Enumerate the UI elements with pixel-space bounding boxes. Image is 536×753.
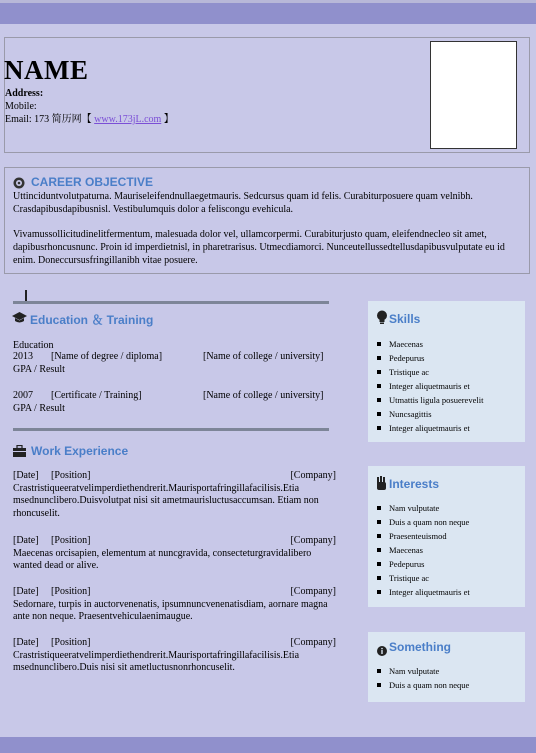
info-icon [377,643,387,661]
bottom-bar [0,737,536,753]
education-title: Education ＆ Training [30,313,154,327]
job-company: [Company] [290,535,336,546]
job-position: [Position] [51,586,91,597]
education-college: [Name of college / university] [203,390,324,401]
list-item: Integer aliquetmauris et [368,379,483,393]
list-item: Nuncsagittis [368,407,483,421]
top-bar [0,0,536,24]
list-item: Utmattis ligula posuerevelit [368,393,483,407]
job-entry [13,535,336,573]
list-item: Nam vulputate [368,664,469,678]
job-company: [Company] [290,470,336,481]
job-entry [13,637,336,675]
work-experience-title: Work Experience [31,444,129,458]
job-description: Crastristiqueeratvelimperdiethendrerit.Maurisportafringillafacilisis.Etia msednunclibero.Duisvolutpat nisi sit ametmaurisluctusaccumsan. Etiam non rhoncuselit. [13,482,319,519]
career-objective-title: CAREER OBJECTIVE [31,175,154,189]
interests-title: Interests [389,477,440,491]
email-suffix: 】 [163,114,174,125]
skills-list [368,337,483,435]
job-description: Crastristiqueeratvelimperdiethendrerit.Maurisportafringillafacilisis.Etia msednunclibero.Duis nisi sit ametluctusnonrhoncuselit. [13,649,300,673]
divider [13,301,329,304]
divider [13,428,329,431]
target-icon [13,176,25,188]
address-label: Address: [5,88,44,99]
education-college: [Name of college / university] [203,351,324,362]
job-company: [Company] [290,586,336,597]
career-paragraph-2: Vivamussollicitudinelitfermentum, malesuada dolor vel, ullamcorpermi. Curabiturjusto quam, eleifendnecleo sit amet, dapibusrhoncusnunc. Proin id imperdietnisl, in pharetrarisus. Utmecdiamorci. Nunceutellussedtellusdapibusvulputate eu id enim. Doneccursusfringillanibh vitae posuere. [13,229,505,266]
list-item: Praesenteuismod [368,529,470,543]
list-item: Integer aliquetmauris et [368,585,470,599]
education-year: 2013 [13,351,33,362]
skills-box [368,301,525,442]
graduation-cap-icon [12,311,27,323]
education-gpa: GPA / Result [13,403,65,414]
candidate-name: NAME [4,55,89,85]
photo-placeholder[interactable] [430,41,517,149]
mobile-label: Mobile: [5,101,37,112]
job-position: [Position] [51,470,91,481]
job-entry [13,586,336,624]
list-item: Pedepurus [368,351,483,365]
email-link[interactable]: www.173jL.com [94,114,162,125]
education-degree: [Name of degree / diploma] [51,351,163,362]
something-list [368,664,469,692]
briefcase-icon [13,444,26,456]
job-date: [Date] [13,470,39,481]
education-degree: [Certificate / Training] [51,390,142,401]
top-edge [0,0,536,3]
job-date: [Date] [13,535,39,546]
job-position: [Position] [51,637,91,648]
list-item: Duis a quam non neque [368,515,470,529]
list-item: Tristique ac [368,571,470,585]
list-item: Integer aliquetmauris et [368,421,483,435]
career-paragraph-1: Uttinciduntvolutpaturna. Mauriseleifendnullaegetmauris. Sedcursus quam id felis. Curabiturposuere quam velnibh. Crasdapibusdapibusnisl. Vestibulumquis dolor a feliscongu evehicula. [13,191,473,215]
email-line [5,113,174,126]
job-position: [Position] [51,535,91,546]
something-box [368,632,525,702]
interests-list [368,501,470,599]
job-description: Sedornare, turpis in auctorvenenatis, ipsumnuncvenenatisdiam, aornare magna ante non neque. Praesentvehiculaenimaugue. [13,598,328,622]
hand-icon [376,476,388,495]
job-date: [Date] [13,586,39,597]
job-description: Maecenas orcisapien, elementum at nuncgravida, consecteturgravidalibero wanted dead or alive. [13,547,312,571]
skills-title: Skills [389,312,421,326]
list-item: Tristique ac [368,365,483,379]
job-company: [Company] [290,637,336,648]
list-item: Nam vulputate [368,501,470,515]
list-item: Maecenas [368,337,483,351]
job-date: [Date] [13,637,39,648]
lightbulb-icon [376,310,388,330]
interests-box [368,466,525,607]
education-year: 2007 [13,390,33,401]
list-item: Pedepurus [368,557,470,571]
cursor-tick [25,290,27,301]
job-entry [13,470,336,520]
list-item: Duis a quam non neque [368,678,469,692]
email-prefix: Email: 173 简历网【 [5,114,92,125]
education-gpa: GPA / Result [13,364,65,375]
list-item: Maecenas [368,543,470,557]
something-title: Something [389,640,451,654]
education-label: Education [13,340,54,351]
